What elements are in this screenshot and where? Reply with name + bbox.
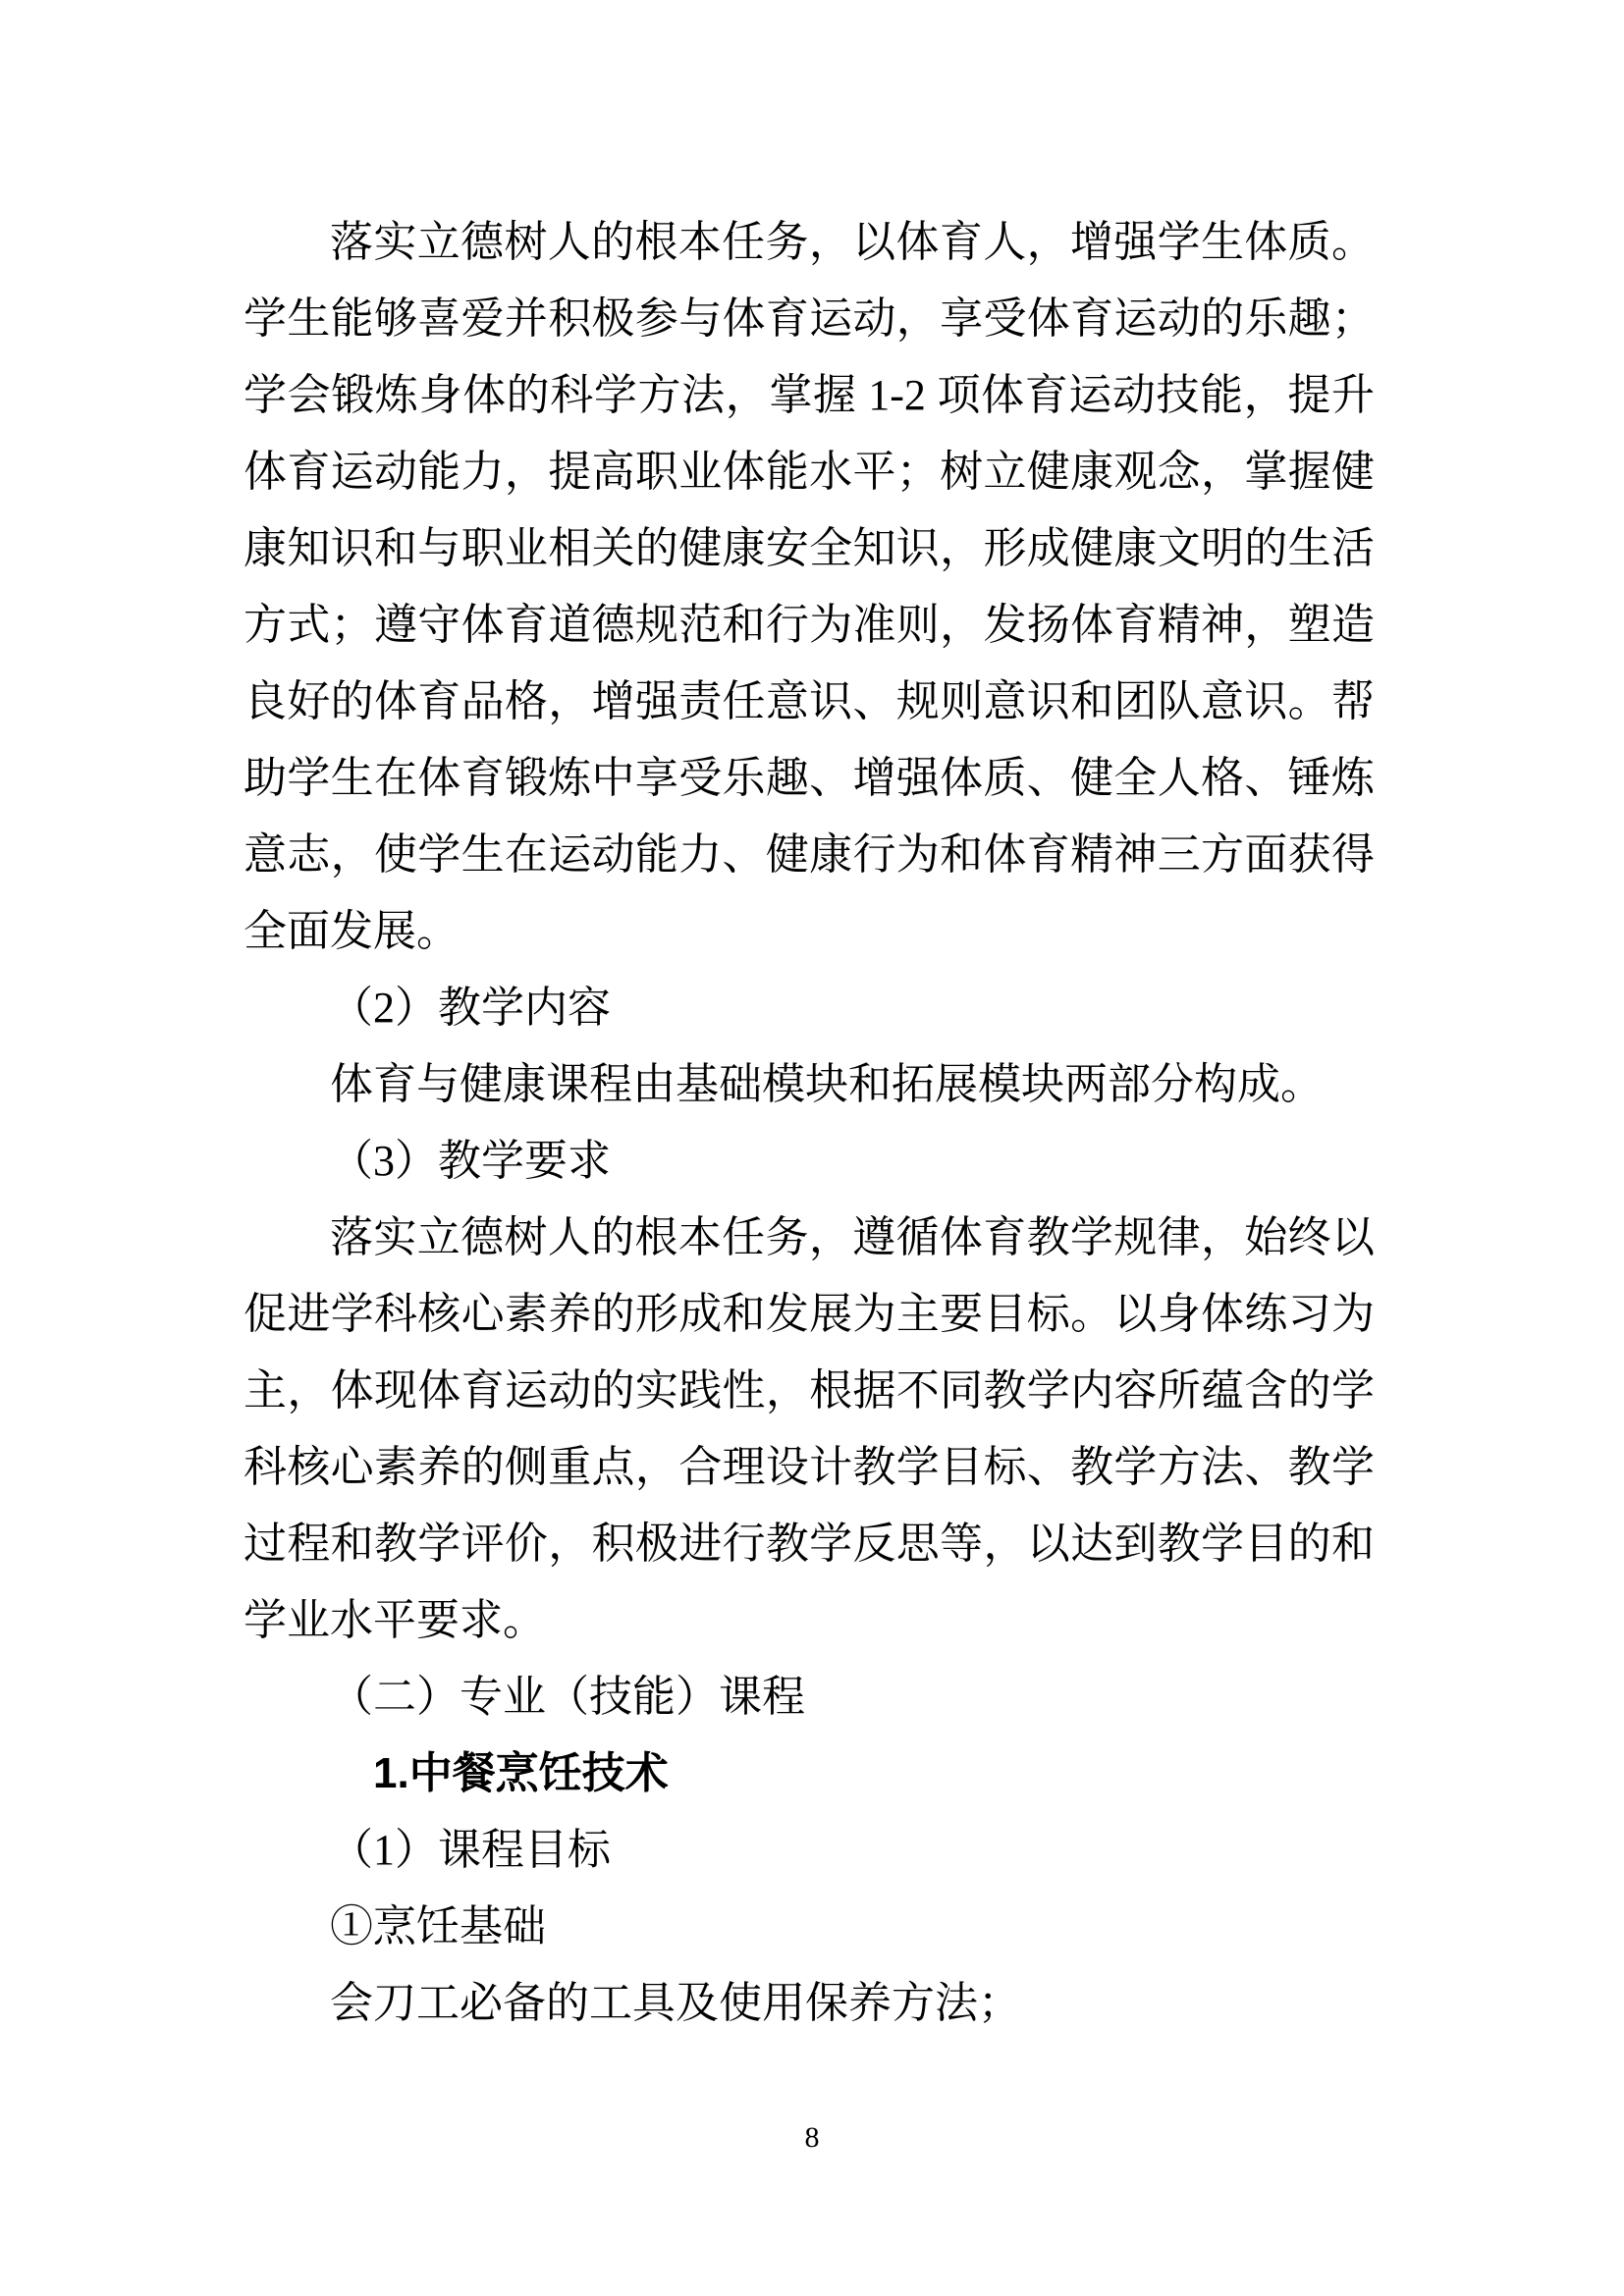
paragraph-pe-goals: 落实立德树人的根本任务，以体育人，增强学生体质。学生能够喜爱并积极参与体育运动，享受体育运动的乐趣；学会锻炼身体的科学方法，掌握 1-2 项体育运动技能，提升体育运动能力，提高职业体能水平；树立健康观念，掌握健康知识和与职业相关的健康安全知识，形成健康文明的生活方式；遵守体育道德规范和行为准则，发扬体育精神，塑造良好的体育品格，增强责任意识、规则意识和团队意识。帮助学生在体育锻炼中享受乐趣、增强体质、健全人格、锤炼意志，使学生在运动能力、健康行为和体育精神三方面获得全面发展。 [244,218,1375,955]
heading-chinese-cuisine-cooking: 1.中餐烹饪技术 [373,1749,669,1797]
heading-cooking-basics: ①烹饪基础 [330,1902,546,1950]
heading-professional-skill-courses: （二）专业（技能）课程 [330,1673,805,1721]
document-body [244,204,1375,2042]
heading-course-objectives: （1）课程目标 [330,1826,611,1874]
page-number: 8 [804,2121,820,2154]
paragraph-teaching-requirements: 落实立德树人的根本任务，遵循体育教学规律，始终以促进学科核心素养的形成和发展为主要目标。以身体练习为主，体现体育运动的实践性，根据不同教学内容所蕴含的学科核心素养的侧重点，合理设计教学目标、教学方法、教学过程和教学评价，积极进行教学反思等，以达到教学目的和学业水平要求。 [244,1213,1375,1644]
heading-teaching-requirements: （3）教学要求 [330,1137,611,1185]
paragraph-course-modules: 体育与健康课程由基础模块和拓展模块两部分构成。 [330,1060,1324,1108]
paragraph-knife-skills: 会刀工必备的工具及使用保养方法； [330,1979,1021,2027]
heading-teaching-content: （2）教学内容 [330,984,611,1032]
